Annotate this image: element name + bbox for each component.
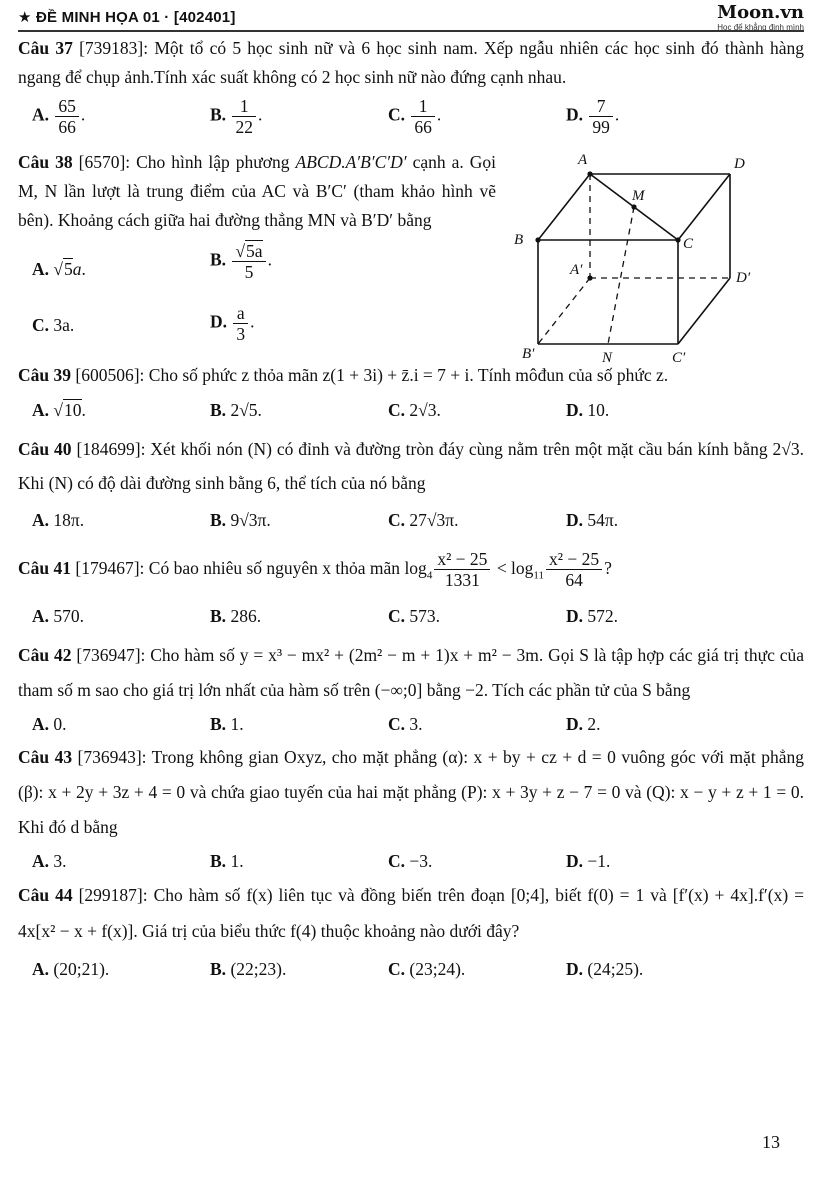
- question-42: Câu 42 [736947]: Cho hàm số y = x³ − mx² + (2m² − m + 1)x + m² − 3m. Gọi S là tập hợp các giá trị thực của tham số m sao cho giá trị lớn nhất của hàm số trên (−∞;0] bằng −2. Tích các phần tử của S bằng: [18, 644, 805, 700]
- option-a: A. (20;21).: [32, 958, 110, 979]
- option-d: D. 572.: [566, 605, 619, 626]
- question-38-block: [18, 148, 496, 351]
- option-b: B. 2√5.: [210, 400, 262, 420]
- option-b: B. 1.: [210, 850, 244, 871]
- option-b: B. $\frac{√5a}{5}$ .: [210, 241, 272, 282]
- segment-MN-hidden: [608, 207, 634, 344]
- question-38: Câu 38 [6570]: Cho hình lập phương ABCD.A′B′C′D′ cạnh a. Gọi M, N lần lượt là trung điểm của AC và B′C′ (tham khảo hình vẽ bên). Khoảng cách giữa hai đường thẳng MN và B′D′ bằng: [18, 152, 497, 230]
- option-d: D. $\frac{7}{99}$ .: [566, 96, 620, 137]
- cube-figure: [508, 152, 768, 372]
- edge-DC: [678, 174, 730, 240]
- options-39: [18, 396, 804, 432]
- option-a: A. √5a.: [32, 259, 86, 279]
- brand-tagline: Học để khẳng định mình: [717, 23, 804, 32]
- option-c: C. $\frac{1}{66}$ .: [388, 96, 442, 137]
- option-a: A. 3.: [32, 850, 67, 871]
- label-B1: B′: [522, 346, 535, 362]
- page-header: [18, 2, 804, 32]
- options-42: [18, 710, 804, 740]
- question-43: Câu 43 [736943]: Trong không gian Oxyz, cho mặt phẳng (α): x + by + cz + d = 0 vuông góc với mặt phẳng (β): x + 2y + 3z + 4 = 0 và chứa giao tuyến của hai mặt phẳng (P): x + 3y + z − 7 = 0 và (Q): x − y + z + 1 = 0. Khi đó d bằng: [18, 746, 805, 837]
- option-a: A. 0.: [32, 713, 67, 734]
- option-d: D. 10.: [566, 400, 610, 420]
- label-A: A: [578, 152, 588, 168]
- label-N: N: [602, 350, 613, 366]
- option-d: D. $\frac{a}{3}$ .: [210, 303, 255, 344]
- option-b: B. $\frac{1}{22}$ .: [210, 96, 263, 137]
- label-M: M: [632, 188, 645, 204]
- label-C1: C′: [672, 350, 686, 366]
- question-39: Câu 39 [600506]: Cho số phức z thỏa mãn z(1 + 3i) + z̄.i = 7 + i. Tính môđun của số phức z.: [18, 365, 669, 385]
- question-41: Câu 41 [179467]: Có bao nhiêu số nguyên x thỏa mãn $\log_4$ $\frac{\text{x² − 25}}{1331}$ < $\log_{11}$ $\frac{\text{x² − 25}}{64}$ ?: [18, 549, 612, 591]
- option-b: B. 9√3π.: [210, 510, 271, 530]
- option-a: A. 570.: [32, 605, 85, 626]
- option-d: D. 2.: [566, 713, 601, 734]
- option-b: B. 1.: [210, 713, 244, 734]
- label-B: B: [514, 232, 524, 248]
- option-c: C. 2√3.: [388, 400, 441, 420]
- options-43: [18, 847, 804, 877]
- page-number: 13: [762, 1132, 780, 1152]
- label-C: C: [683, 236, 694, 252]
- option-a: A. $\frac{65}{66}$ .: [32, 96, 86, 137]
- option-a: A. 18π.: [32, 510, 85, 530]
- option-b: B. (22;23).: [210, 958, 287, 979]
- options-41: [18, 602, 804, 638]
- exam-title: ★ ĐỀ MINH HỌA 01 · [402401]: [18, 9, 236, 26]
- header-rule: [18, 30, 804, 32]
- label-A1: A′: [570, 262, 583, 278]
- options-38-row2: [18, 303, 496, 351]
- options-44: [18, 955, 804, 991]
- option-d: D. −1.: [566, 850, 611, 871]
- edge-C1D1: [678, 278, 730, 344]
- question-37: Câu 37 [739183]: Một tổ có 5 học sinh nữ và 6 học sinh nam. Xếp ngẫu nhiên các học sinh đó thành hàng ngang để chụp ảnh.Tính xác suất không có 2 học sinh nữ nào đứng cạnh nhau.: [18, 38, 805, 87]
- option-d: D. (24;25).: [566, 958, 644, 979]
- question-40: Câu 40 [184699]: Xét khối nón (N) có đỉnh và đường tròn đáy cùng nằm trên một mặt cầu bán kính bằng 2√3. Khi (N) có độ dài đường sinh bằng 6, thể tích của nó bằng: [18, 439, 805, 493]
- option-a: A. √10.: [32, 400, 86, 420]
- options-38-row1: [18, 241, 496, 303]
- option-c: C. 573.: [388, 605, 441, 626]
- option-d: D. 54π.: [566, 510, 619, 530]
- option-c: C. (23;24).: [388, 958, 466, 979]
- brand-logo: Moon.vn: [717, 2, 804, 23]
- options-37: [18, 96, 804, 140]
- label-D1: D′: [736, 270, 751, 286]
- option-c: C. 3a.: [32, 315, 75, 335]
- options-40: [18, 506, 804, 542]
- edge-AB: [538, 174, 590, 240]
- option-c: C. −3.: [388, 850, 433, 871]
- question-44: Câu 44 [299187]: Cho hàm số f(x) liên tục và đồng biến trên đoạn [0;4], biết f(0) = 1 và [f′(x) + 4x].f′(x) = 4x[x² − x + f(x)]. Giá trị của biểu thức f(4) thuộc khoảng nào dưới đây?: [18, 884, 805, 941]
- option-b: B. 286.: [210, 605, 262, 626]
- option-c: C. 27√3π.: [388, 510, 459, 530]
- label-D: D: [734, 156, 745, 172]
- option-c: C. 3.: [388, 713, 423, 734]
- edge-A1B1-hidden: [538, 278, 590, 344]
